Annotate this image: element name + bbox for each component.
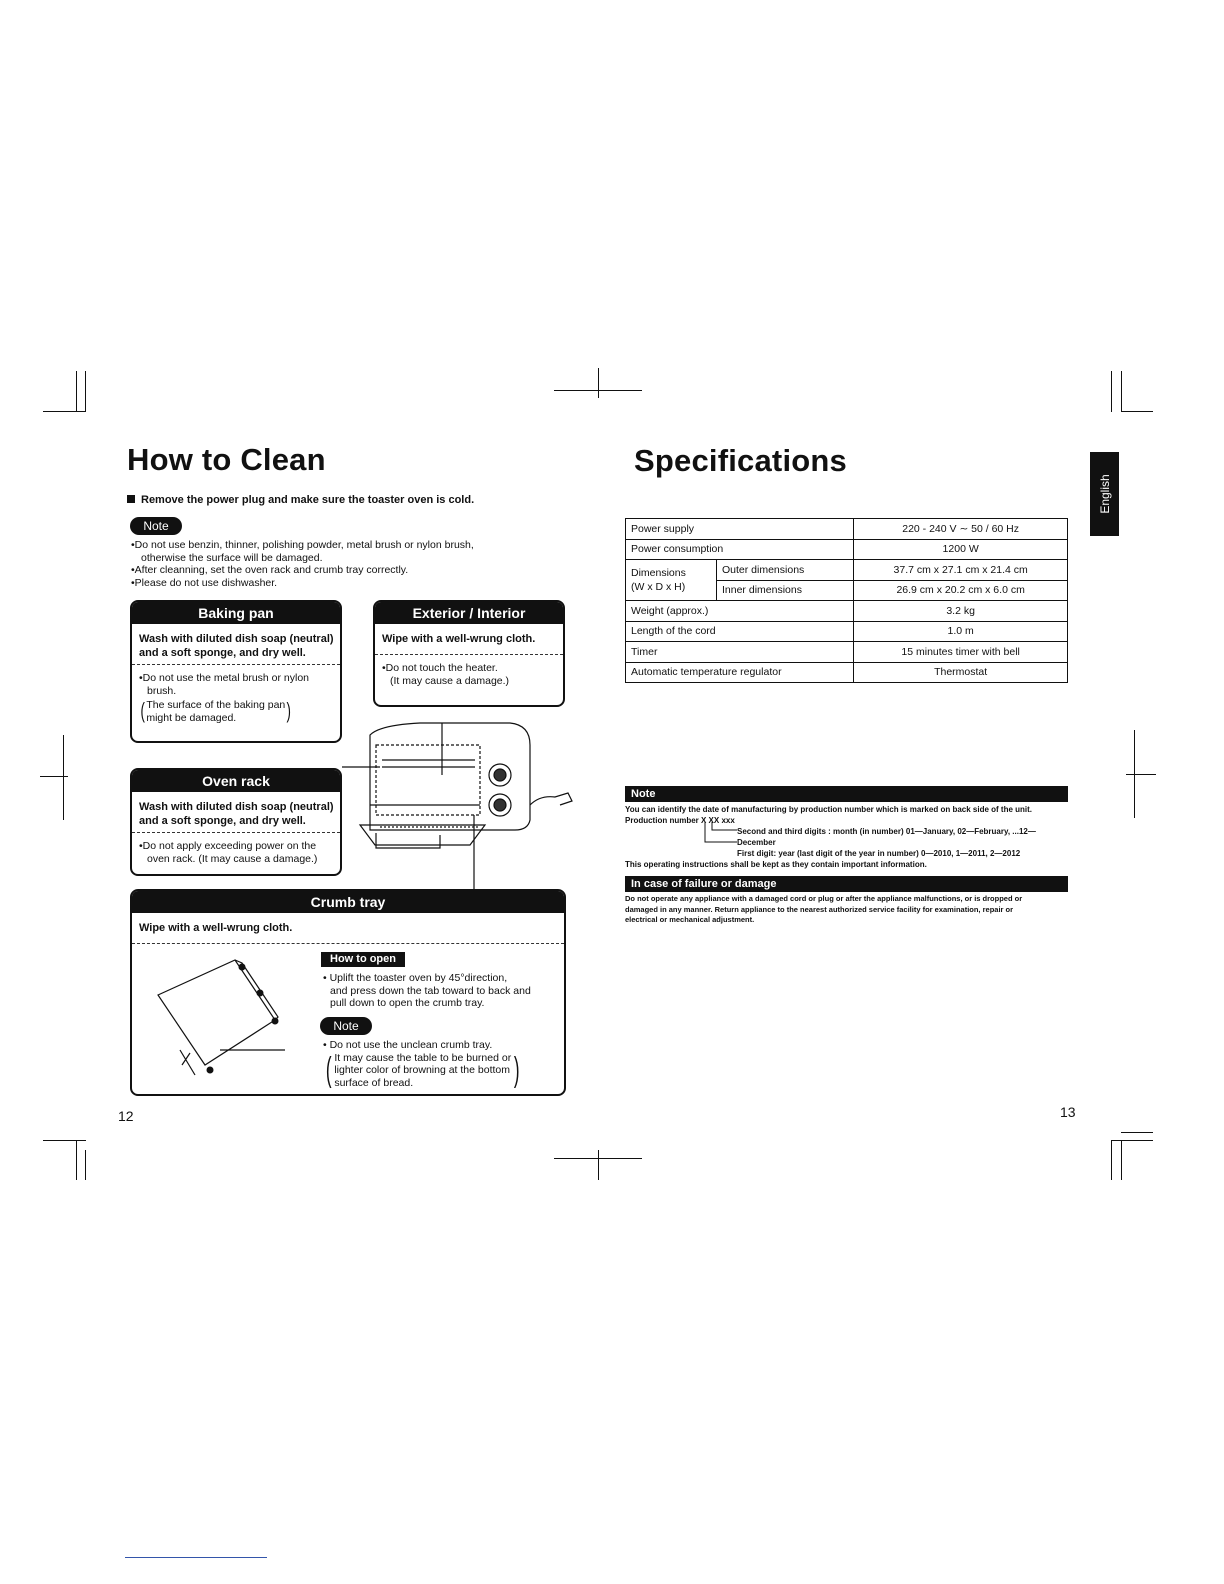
crop-mark [554, 390, 642, 391]
paren-line: lighter color of browning at the bottom [334, 1064, 511, 1076]
crop-mark [85, 1150, 86, 1180]
spec-value: 37.7 cm x 27.1 cm x 21.4 cm [854, 560, 1068, 581]
blue-rule [125, 1557, 267, 1558]
divider [132, 943, 564, 944]
spec-sublabel: Outer dimensions [717, 560, 854, 581]
note-line: Production number X XX xxx [625, 816, 735, 825]
body-line: pull down to open the crumb tray. [330, 997, 485, 1009]
crop-mark [598, 1150, 599, 1180]
note-line: Second and third digits : month (in number) 01—January, 02—February, ...12—December [737, 827, 1036, 847]
crumb-note-badge: Note [320, 1017, 372, 1035]
lead-line: and a soft sponge, and dry well. [139, 815, 306, 827]
failure-line: Do not operate any appliance with a damaged cord or plug or after the appliance malfunctions, or is dropped or [625, 894, 1023, 903]
spec-label: Power consumption [626, 539, 854, 560]
crop-mark [76, 371, 77, 412]
crumb-tray-lead: Wipe with a well-wrung cloth. [139, 922, 293, 934]
paren-line: It may cause the table to be burned or [334, 1051, 512, 1064]
intro-line [127, 494, 474, 506]
crop-mark [1126, 774, 1156, 775]
crop-mark [1121, 411, 1153, 412]
paren-line: The surface of the baking pan [146, 699, 286, 711]
page-number: 12 [118, 1108, 134, 1124]
digit-pointer-lines [703, 822, 739, 846]
spec-label-line: (W x D x H) [631, 581, 686, 593]
spec-label: Automatic temperature regulator [626, 662, 854, 683]
spec-label-line: Dimensions [631, 567, 686, 579]
failure-body [625, 894, 1065, 926]
spec-value: Thermostat [854, 662, 1068, 683]
oven-rack-body [132, 833, 340, 865]
note-line: This operating instructions shall be kept as they contain important information. [625, 860, 927, 869]
note-line: •Do not use benzin, thinner, polishing powder, metal brush or nylon brush, [131, 539, 474, 551]
spec-label: Timer [626, 642, 854, 663]
body-line: • Do not use the unclean crumb tray. [323, 1039, 493, 1051]
oven-rack-box [130, 768, 342, 876]
note-line: •Please do not use dishwasher. [131, 576, 278, 589]
failure-bar: In case of failure or damage [625, 876, 1068, 892]
spec-row [626, 601, 1068, 622]
note-line: otherwise the surface will be damaged. [141, 551, 323, 564]
crumb-note-text [323, 1039, 523, 1089]
crop-mark [1111, 1140, 1153, 1141]
spec-value: 3.2 kg [854, 601, 1068, 622]
specifications-title: Specifications [634, 443, 847, 478]
body-line: and press down the tab toward to back and [330, 984, 531, 997]
crop-mark [43, 1140, 86, 1141]
body-line: • Uplift the toaster oven by 45°direction, [323, 972, 508, 984]
spec-value: 220 - 240 V ∼ 50 / 60 Hz [854, 519, 1068, 540]
note-line: First digit: year (last digit of the year in number) 0—2010, 1—2011, 2—2012 [737, 849, 1021, 858]
crop-mark [598, 368, 599, 398]
language-tab [1090, 452, 1119, 536]
spec-label: Length of the cord [626, 621, 854, 642]
body-line: •Do not apply exceeding power on the [139, 840, 317, 852]
paren-line: might be damaged. [146, 711, 237, 724]
note-list [131, 539, 474, 589]
baking-pan-body [132, 665, 340, 724]
spec-label: Power supply [626, 519, 854, 540]
how-to-open-text [323, 972, 531, 1010]
note-badge: Note [130, 517, 182, 535]
body-line: •Do not use the metal brush or nylon [139, 672, 310, 684]
baking-pan-lead [132, 624, 340, 664]
lead-line: Wash with diluted dish soap (neutral) [139, 801, 334, 813]
spec-row [626, 621, 1068, 642]
body-line: (It may cause a damage.) [390, 674, 510, 687]
baking-pan-box [130, 600, 342, 743]
crumb-tray-illustration [150, 955, 290, 1080]
crumb-tray-heading: Crumb tray [132, 891, 564, 913]
how-to-open-label: How to open [321, 952, 405, 967]
page-title: How to Clean [127, 442, 326, 477]
note-line: You can identify the date of manufacturing by production number which is marked on back side of the unit. [625, 805, 1033, 814]
spec-row [626, 642, 1068, 663]
lead-line: and a soft sponge, and dry well. [139, 647, 306, 659]
crop-mark [1121, 1140, 1122, 1180]
oven-rack-lead [132, 792, 340, 832]
crop-mark [85, 371, 86, 412]
failure-line: electrical or mechanical adjustment. [625, 915, 755, 924]
spec-value: 26.9 cm x 20.2 cm x 6.0 cm [854, 580, 1068, 601]
crop-mark [76, 1140, 77, 1180]
body-line: oven rack. (It may cause a damage.) [147, 852, 318, 865]
crop-mark [1121, 371, 1122, 412]
toaster-oven-illustration [340, 705, 580, 890]
spec-label [626, 560, 717, 601]
spec-row [626, 560, 1068, 581]
crop-mark [1111, 1140, 1112, 1180]
exterior-heading: Exterior / Interior [375, 602, 563, 624]
failure-line: damaged in any manner. Return appliance to the nearest authorized service facility for examination, repair or [625, 904, 1014, 914]
page-number: 13 [1060, 1104, 1076, 1120]
intro-text: Remove the power plug and make sure the toaster oven is cold. [141, 494, 475, 506]
baking-pan-heading: Baking pan [132, 602, 340, 624]
spec-sublabel: Inner dimensions [717, 580, 854, 601]
spec-value: 1200 W [854, 539, 1068, 560]
body-line: brush. [147, 684, 177, 697]
crop-mark [1111, 371, 1112, 412]
spec-table [625, 518, 1068, 683]
exterior-body [375, 655, 563, 687]
oven-rack-heading: Oven rack [132, 770, 340, 792]
crop-mark [43, 411, 86, 412]
paren-note: ( The surface of the baking pan might be damaged. ) [140, 698, 292, 724]
crop-mark [554, 1158, 642, 1159]
exterior-lead: Wipe with a well-wrung cloth. [382, 633, 536, 645]
spec-row [626, 662, 1068, 683]
spec-value: 15 minutes timer with bell [854, 642, 1068, 663]
paren-line: surface of bread. [334, 1076, 414, 1089]
note-line: •After cleanning, set the oven rack and crumb tray correctly. [131, 564, 409, 576]
crop-mark [1121, 1132, 1153, 1133]
spec-value: 1.0 m [854, 621, 1068, 642]
exterior-interior-box [373, 600, 565, 707]
crop-mark [40, 776, 68, 777]
paren-note: ( It may cause the table to be burned or lighter color of browning at the bottom surface of bread. ) [325, 1050, 520, 1089]
crop-mark [63, 735, 64, 820]
lead-line: Wash with diluted dish soap (neutral) [139, 633, 334, 645]
spec-row [626, 539, 1068, 560]
spec-label: Weight (approx.) [626, 601, 854, 622]
square-bullet-icon [127, 495, 135, 503]
note-bar: Note [625, 786, 1068, 802]
language-tab-label: English [1097, 474, 1112, 514]
body-line: •Do not touch the heater. [382, 662, 498, 674]
spec-row [626, 519, 1068, 540]
note-body [625, 804, 1065, 870]
